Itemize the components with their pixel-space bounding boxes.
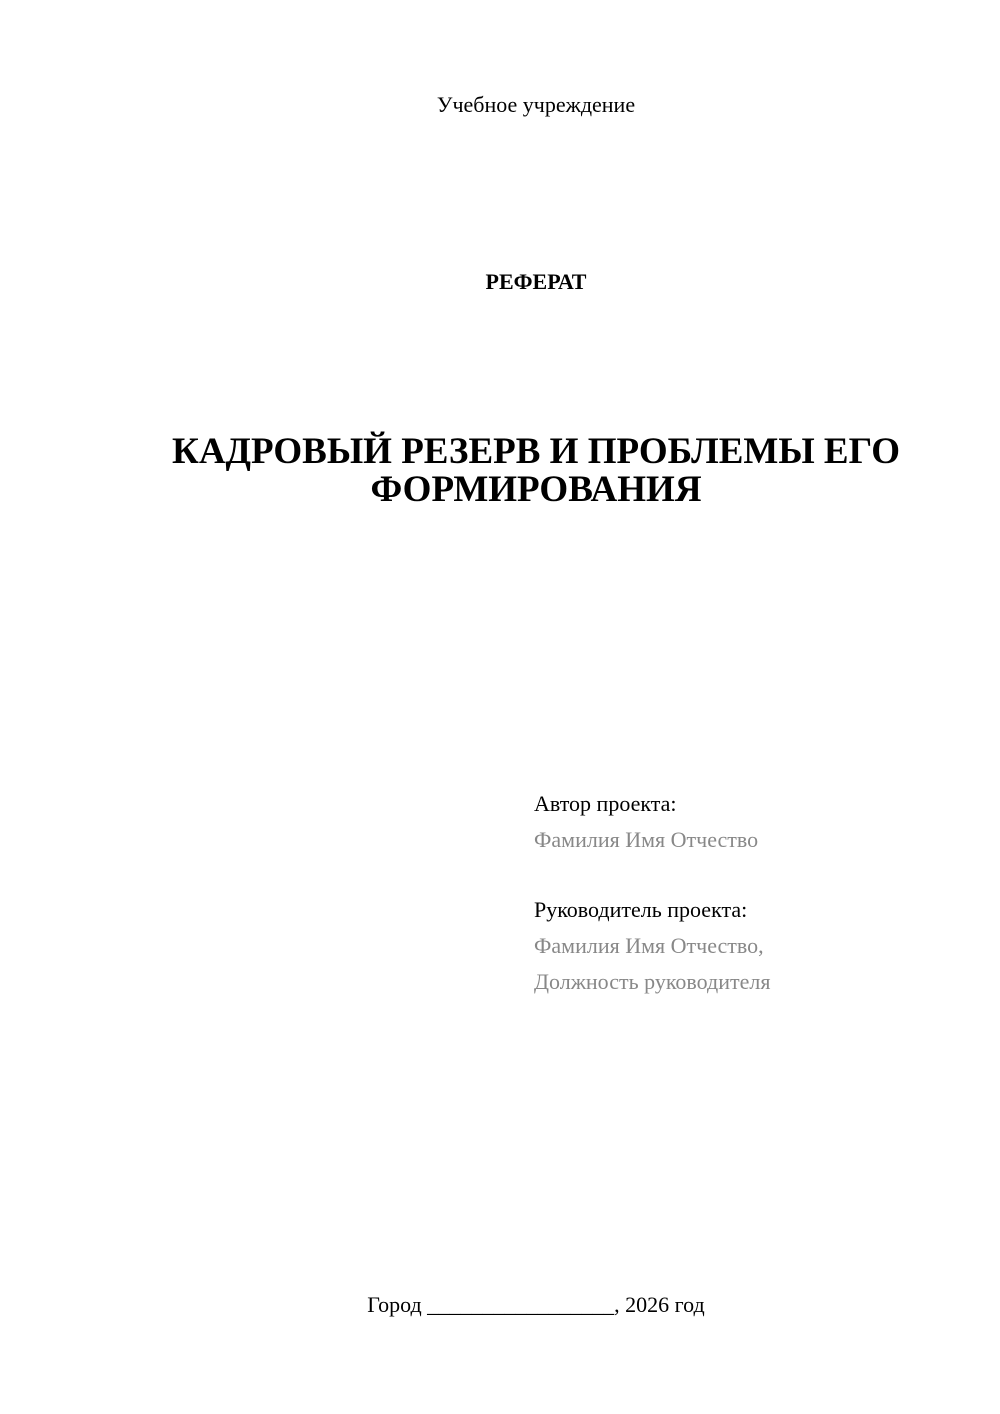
supervisor-name: Фамилия Имя Отчество, [534,933,764,958]
city-year-line: Город _________________, 2026 год [367,1292,705,1317]
supervisor-position: Должность руководителя [534,969,771,994]
author-label: Автор проекта: [534,791,677,816]
document-title [130,433,942,509]
credits-spacer [534,858,974,892]
title-line-2: ФОРМИРОВАНИЯ [370,469,702,510]
title-line-1: КАДРОВЫЙ РЕЗЕРВ И ПРОБЛЕМЫ ЕГО [171,431,901,472]
author-name: Фамилия Имя Отчество [534,827,759,852]
supervisor-label: Руководитель проекта: [534,897,748,922]
credits-block [534,786,974,1000]
institution-name: Учебное учреждение [436,92,636,117]
document-type: РЕФЕРАТ [485,269,587,294]
